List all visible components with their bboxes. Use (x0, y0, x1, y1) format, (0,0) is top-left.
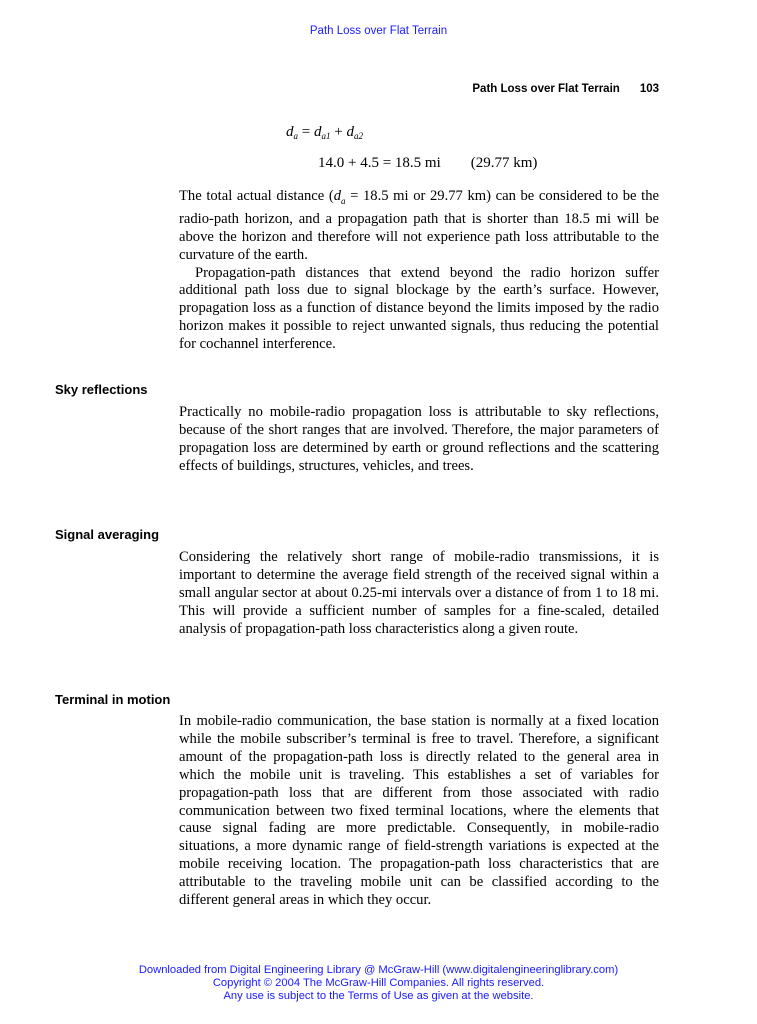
eq1-lhs: d (286, 124, 294, 140)
download-footer (0, 964, 757, 1003)
eq1-term2-sub: a2 (353, 131, 363, 141)
heading-terminal-in-motion: Terminal in motion (55, 692, 171, 707)
eq1-term2: d (346, 124, 354, 140)
paragraph-terminal-in-motion: In mobile-radio communication, the base station is normally at a fixed location while the mobile subscriber’s terminal is free to travel. Therefore, a significant amount of the propagation-path loss is directly related to the general area in which the mobile unit is traveling. This establishes a set of variables for propagation-path loss that are different from those associated with radio communication between two fixed terminal locations, where the elements that cause signal fading are more predictable. Consequently, in mobile-radio situations, a more dynamic range of field-strength variations is expected at the mobile receiving location. The propagation-path loss characteristics that are attributable to the traveling mobile unit can be classified according to the different general areas in which they occur. (179, 713, 659, 909)
paragraph-beyond-horizon: Propagation-path distances that extend beyond the radio horizon suffer additional path loss due to signal blockage by the earth’s surface. However, propagation loss as a function of distance beyond the limits imposed by the radio horizon makes it possible to reject unwanted signals, thus reducing the potential for cochannel interference. (179, 264, 659, 353)
paragraph-signal-averaging: Considering the relatively short range of mobile-radio transmissions, it is important to determine the average field strength of the received signal within a small angular sector at about 0.25-mi intervals over a distance of from 1 to 18 mi. This will provide a sufficient number of samples for a fine-scaled, detailed analysis of propagation-path loss characteristics along a given route. (179, 549, 659, 637)
running-title: Path Loss over Flat Terrain (472, 83, 620, 95)
equation-total-distance: $d_a = d_{a1} + d_{a2}$ (286, 124, 363, 141)
footer-terms-link[interactable]: Any use is subject to the Terms of Use as given at the website. (223, 990, 534, 1002)
heading-signal-averaging: Signal averaging (55, 527, 160, 542)
eq1-term1-sub: a1 (321, 131, 331, 141)
paragraph-total-distance: The total actual distance ($d_a = 18.5$ mi or 29.77 km) can be considered to be the radio-path horizon, and a propagation path that is shorter than 18.5 mi will be above the horizon and therefore will not experience path loss attributable to the curvature of the earth. (179, 188, 659, 263)
footer-download-link[interactable]: Downloaded from Digital Engineering Library @ McGraw-Hill (www.digitalengineeringlibrary.com) (138, 964, 619, 976)
eq1-lhs-sub: a (293, 131, 298, 141)
eq1-term1: d (313, 124, 322, 140)
eq2-expression: 14.0 + 4.5 = 18.5 mi (318, 155, 441, 171)
paragraph-sky-reflections: Practically no mobile-radio propagation loss is attributable to sky reflections, because of the short ranges that are involved. Therefore, the major parameters of propagation loss are determined by earth or ground reflections and the scattering effects of buildings, structures, vehicles, and trees. (179, 404, 659, 474)
intro-paragraphs (179, 188, 659, 354)
footer-copyright: Copyright © 2004 The McGraw-Hill Companies. All rights reserved. (212, 977, 545, 989)
running-header (440, 83, 659, 95)
equation-numeric (318, 155, 537, 172)
chapter-title-link[interactable]: Path Loss over Flat Terrain (309, 25, 448, 37)
eq2-metric: (29.77 km) (470, 155, 538, 171)
heading-sky-reflections: Sky reflections (55, 382, 148, 397)
page-number: 103 (639, 83, 659, 95)
